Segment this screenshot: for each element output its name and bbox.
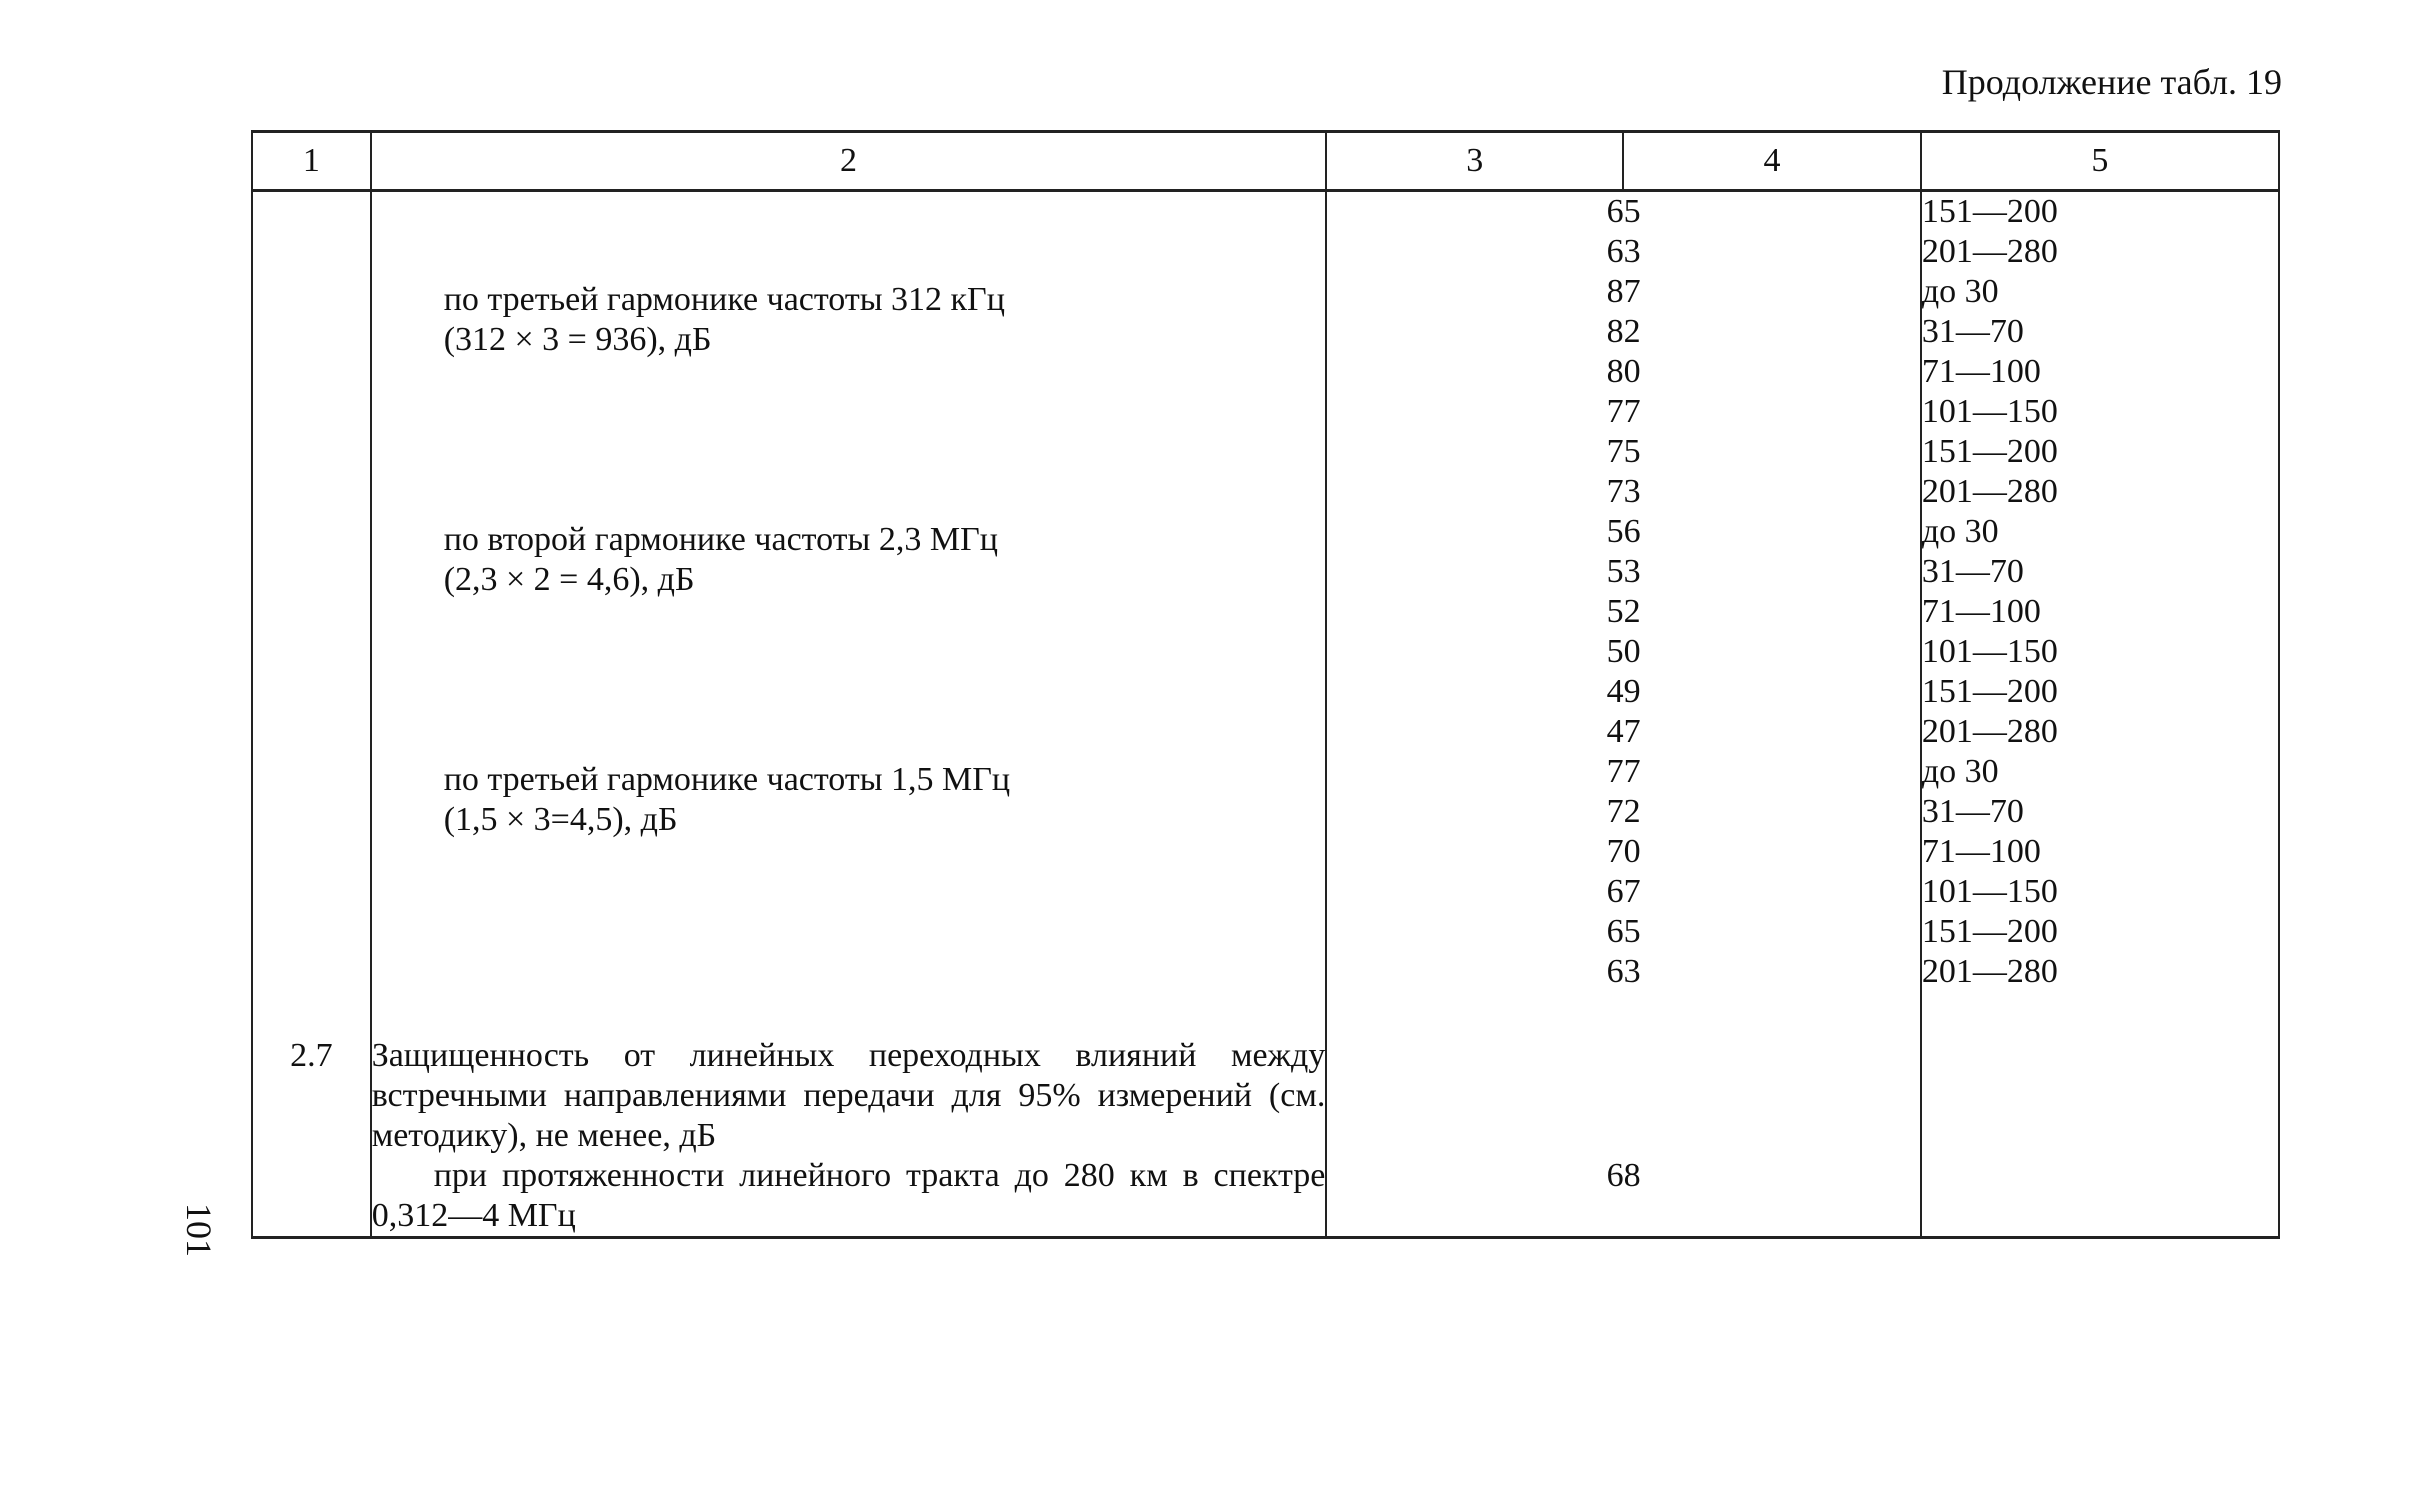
block-line: (312 × 3 = 936), дБ — [443, 321, 712, 358]
description-cell — [371, 992, 1327, 1238]
data-table — [251, 130, 2280, 1239]
item-description: Защищенность от линейных переходных влияний между встречными направлениями передачи для 95% измерений (см. методику), не менее, дБ — [371, 1037, 1326, 1154]
block-line: (1,5 × 3=4,5), дБ — [443, 801, 678, 838]
value-cell: 65 — [1606, 913, 1641, 950]
block-line: (2,3 × 2 = 4,6), дБ — [443, 561, 695, 598]
range-cell: 201—280 — [1921, 233, 2058, 270]
value-cell: 65 — [1606, 193, 1641, 230]
value-cell: 49 — [1606, 673, 1641, 710]
range-cell: до 30 — [1921, 513, 1999, 550]
range-cell: 31—70 — [1921, 553, 2024, 590]
column-header: 3 — [1326, 132, 1623, 191]
value-cell: 50 — [1606, 633, 1641, 670]
value-cell: 82 — [1606, 313, 1641, 350]
value-cell: 77 — [1606, 393, 1641, 430]
value-cell: 77 — [1606, 753, 1641, 790]
value-column — [1326, 992, 1921, 1238]
value-cell: 70 — [1606, 833, 1641, 870]
block-line: по третьей гармонике частоты 312 кГц — [443, 281, 1005, 318]
item-subdescription: при протяженности линейного тракта до 280 км в спектре 0,312—4 МГц — [371, 1157, 1326, 1234]
value-cell: 47 — [1606, 713, 1641, 750]
value-cell: 72 — [1606, 793, 1641, 830]
range-cell: 71—100 — [1921, 353, 2041, 390]
row-number-cell — [252, 191, 371, 993]
column-header: 4 — [1623, 132, 1921, 191]
range-cell: 151—200 — [1921, 433, 2058, 470]
row-number-cell: 2.7 — [252, 992, 371, 1238]
harmonic-block — [372, 360, 1326, 600]
value-cell: 56 — [1606, 513, 1641, 550]
value-cell: 53 — [1606, 553, 1641, 590]
value-cell: 63 — [1606, 953, 1641, 990]
range-cell: 31—70 — [1921, 313, 2024, 350]
value-cell: 68 — [1606, 1157, 1641, 1194]
block-line: по второй гармонике частоты 2,3 МГц — [443, 521, 998, 558]
table-continuation-caption: Продолжение табл. 19 — [1941, 62, 2282, 102]
page-number: 101 — [179, 1203, 219, 1257]
range-cell: до 30 — [1921, 273, 1999, 310]
value-cell: 63 — [1606, 233, 1641, 270]
value-cell: 75 — [1606, 433, 1641, 470]
value-cell: 52 — [1606, 593, 1641, 630]
value-cell: 87 — [1606, 273, 1641, 310]
harmonic-block — [372, 600, 1326, 840]
table-header-row — [252, 132, 2279, 191]
value-cell: 67 — [1606, 873, 1641, 910]
range-cell: 201—280 — [1921, 473, 2058, 510]
range-cell: 201—280 — [1921, 953, 2058, 990]
range-cell: 101—150 — [1921, 633, 2058, 670]
table-row — [252, 992, 2279, 1238]
range-cell: 201—280 — [1921, 713, 2058, 750]
range-cell: 101—150 — [1921, 873, 2058, 910]
range-cell: 71—100 — [1921, 833, 2041, 870]
range-cell: 31—70 — [1921, 793, 2024, 830]
value-cell: 80 — [1606, 353, 1641, 390]
description-cell — [371, 191, 1327, 993]
block-line: по третьей гармонике частоты 1,5 МГц — [443, 761, 1011, 798]
column-header: 1 — [252, 132, 371, 191]
column-header: 2 — [371, 132, 1327, 191]
value-cell: 73 — [1606, 473, 1641, 510]
range-cell: до 30 — [1921, 753, 1999, 790]
range-cell: 71—100 — [1921, 593, 2041, 630]
range-cell: 101—150 — [1921, 393, 2058, 430]
range-cell: 151—200 — [1921, 673, 2058, 710]
range-column — [1921, 191, 2279, 993]
range-cell: 151—200 — [1921, 913, 2058, 950]
range-cell: 151—200 — [1921, 193, 2058, 230]
column-header: 5 — [1921, 132, 2279, 191]
value-column — [1326, 191, 1921, 993]
range-column — [1921, 992, 2279, 1238]
harmonic-block — [372, 192, 1326, 360]
table-row — [252, 191, 2279, 993]
